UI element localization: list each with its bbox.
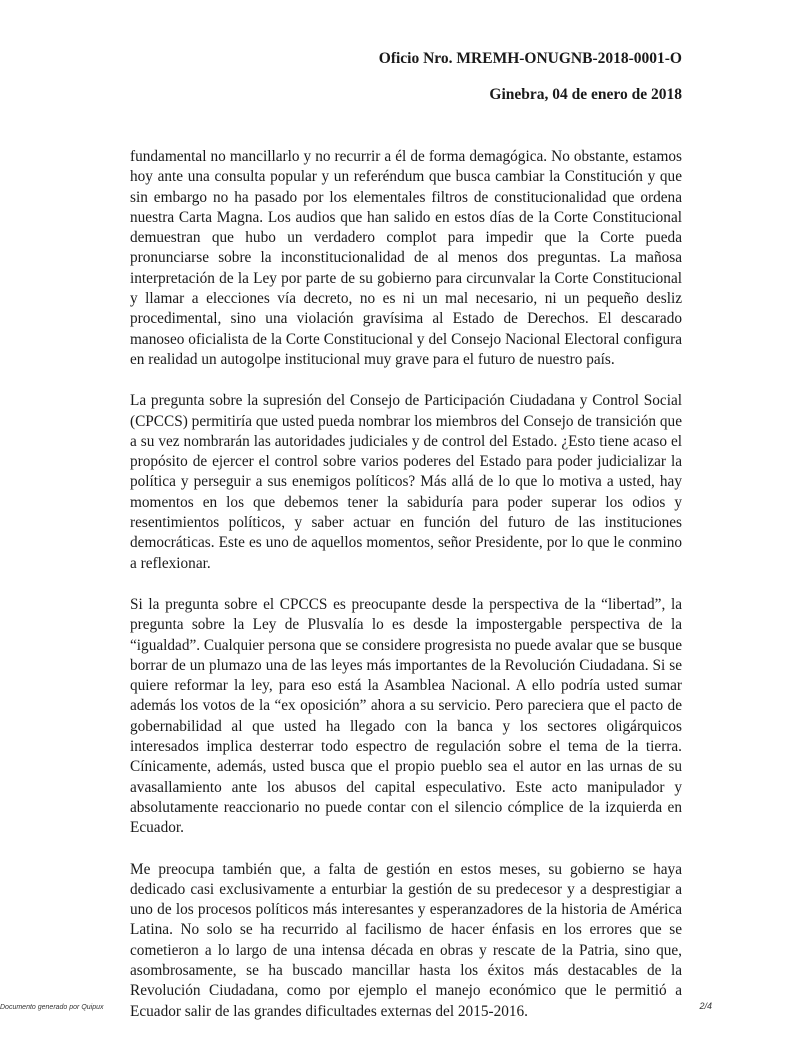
document-date: Ginebra, 04 de enero de 2018 bbox=[489, 86, 682, 103]
document-body bbox=[130, 147, 682, 1043]
paragraph: Me preocupa también que, a falta de gestión en estos meses, su gobierno se haya dedicado casi exclusivamente a enturbiar la gestión de su predecesor y a desprestigiar a uno de los procesos políticos más interesantes y esperanzadores de la historia de América Latina. No solo se ha recurrido al facilismo de hacer énfasis en los errores que se cometieron a lo largo de una intensa década en obras y rescate de la Patria, sino que, asombrosamente, se ha buscado mancillar hasta los éxitos más destacables de la Revolución Ciudadana, como por ejemplo el manejo económico que le permitió a Ecuador salir de las grandes dificultades externas del 2015-2016. bbox=[130, 860, 682, 1020]
document-reference: Oficio Nro. MREMH-ONUGNB-2018-0001-O bbox=[378, 50, 682, 67]
paragraph: fundamental no mancillarlo y no recurrir a él de forma demagógica. No obstante, estamos hoy ante una consulta popular y un referéndum que busca cambiar la Constitución y que sin embargo no ha pasado por los elementales filtros de constitucionalidad que ordena nuestra Carta Magna. Los audios que han salido en estos días de la Corte Constitucional demuestran que hubo un verdadero complot para impedir que la Corte pueda pronunciarse sobre la inconstitucionalidad de al menos dos preguntas. La mañosa interpretación de la Ley por parte de su gobierno para circunvalar la Corte Constitucional y llamar a elecciones vía decreto, no es ni un mal necesario, ni un pequeño desliz procedimental, sino una violación gravísima al Estado de Derechos. El descarado manoseo oficialista de la Corte Constitucional y del Consejo Nacional Electoral configura en realidad un autogolpe institucional muy grave para el futuro de nuestro país. bbox=[130, 148, 682, 368]
page-number: 2/4 bbox=[699, 1001, 712, 1011]
footer-generator-note: Documento generado por Quipux bbox=[0, 1004, 104, 1011]
paragraph: Si la pregunta sobre el CPCCS es preocupante desde la perspectiva de la “libertad”, la pregunta sobre la Ley de Plusvalía lo es desde la impostergable perspectiva de la “igualdad”. Cualquier persona que se considere progresista no puede avalar que se busque borrar de un plumazo una de las leyes más importantes de la Revolución Ciudadana. Si se quiere reformar la ley, para eso está la Asamblea Nacional. A ello podría usted sumar además los votos de la “ex oposición” ahora a su servicio. Pero pareciera que el pacto de gobernabilidad al que usted ha llegado con la banca y los sectores oligárquicos interesados implica desterrar todo espectro de regulación sobre el tema de la tierra. Cínicamente, además, usted busca que el propio pueblo sea el autor en las urnas de su avasallamiento ante los abusos del capital especulativo. Este acto manipulador y absolutamente reaccionario no puede contar con el silencio cómplice de la izquierda en Ecuador. bbox=[130, 595, 682, 837]
paragraph: La pregunta sobre la supresión del Consejo de Participación Ciudadana y Control Social (CPCCS) permitiría que usted pueda nombrar los miembros del Consejo de transición que a su vez nombrarán las autoridades judiciales y de control del Estado. ¿Esto tiene acaso el propósito de ejercer el control sobre varios poderes del Estado para poder judicializar la política y perseguir a sus enemigos políticos? Más allá de lo que lo motiva a usted, hay momentos en los que debemos tener la sabiduría para poder superar los odios y resentimientos políticos, y saber actuar en función del futuro de las instituciones democráticas. Este es uno de aquellos momentos, señor Presidente, por lo que le conmino a reflexionar. bbox=[130, 392, 682, 572]
